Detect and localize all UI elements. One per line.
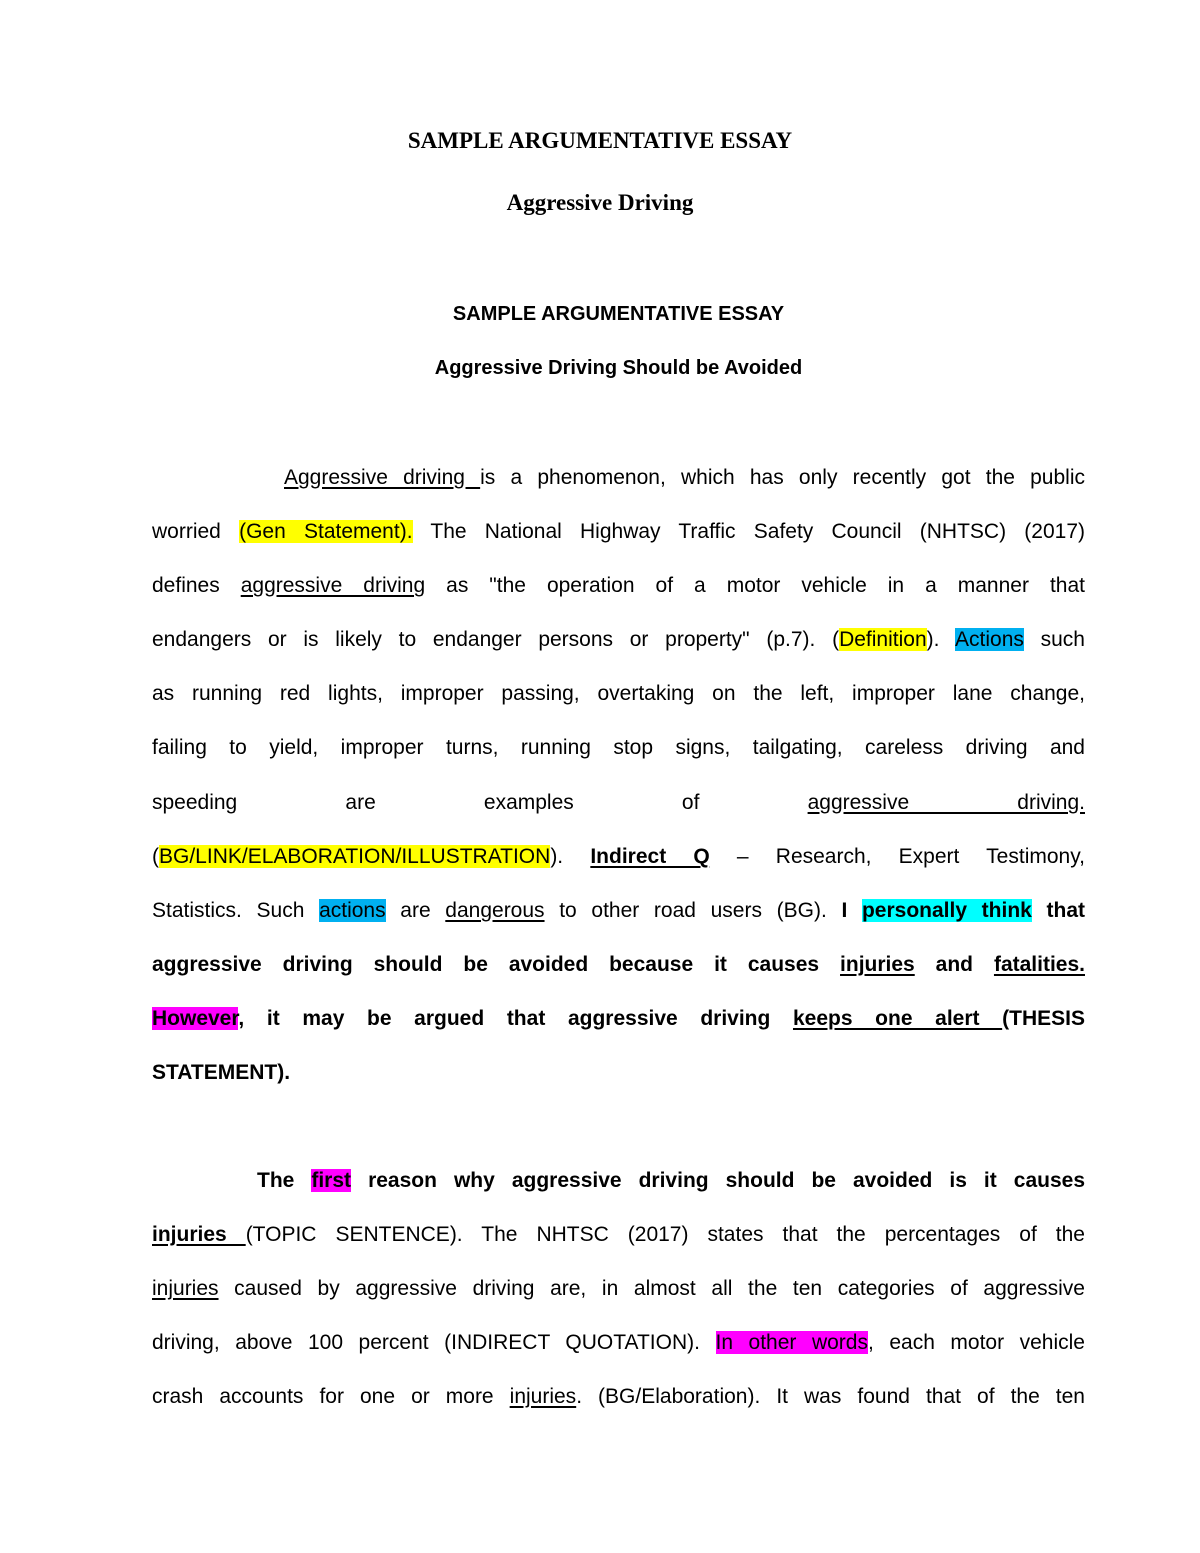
text-span: speeding are examples of bbox=[152, 791, 808, 814]
serif-subtitle: Aggressive Driving bbox=[506, 190, 694, 215]
p1-line-2 bbox=[152, 517, 1085, 547]
text-span: as "the operation of a motor vehicle in a manner that bbox=[425, 574, 1085, 597]
underlined-dangerous: dangerous bbox=[445, 899, 545, 922]
highlight-in-other-words: In other words bbox=[715, 1331, 868, 1354]
text-span: ( bbox=[152, 845, 159, 868]
text-span: The National Highway Traffic Safety Council (NHTSC) (2017) bbox=[412, 520, 1085, 543]
p1-line-1 bbox=[284, 463, 1085, 493]
underlined-injuries: injuries bbox=[840, 953, 915, 976]
text-span: that bbox=[1031, 899, 1086, 922]
underlined-aggressive-driving: aggressive driving. bbox=[807, 791, 1085, 814]
text-span: aggressive driving should be avoided because it causes bbox=[152, 953, 841, 976]
p1-line-9 bbox=[152, 896, 1085, 926]
underlined-injuries: injuries bbox=[152, 1277, 219, 1300]
text-span: Statistics. Such bbox=[152, 899, 320, 922]
text-span: driving, above 100 percent (INDIRECT QUOTATION). bbox=[152, 1331, 716, 1354]
p1-line-10 bbox=[152, 950, 1085, 980]
underlined-keeps-one-alert: keeps one alert bbox=[792, 1007, 1003, 1030]
p2-line-3 bbox=[152, 1274, 1085, 1304]
text-span: ). bbox=[550, 845, 591, 868]
underlined-aggressive-driving: aggressive driving bbox=[240, 574, 426, 597]
text-span: caused by aggressive driving are, in almost all the ten categories of aggressive bbox=[218, 1277, 1085, 1300]
text-span: I bbox=[841, 899, 862, 922]
underlined-injuries: injuries bbox=[152, 1223, 246, 1246]
text-span: as running red lights, improper passing, overtaking on the left, improper lane change, bbox=[152, 682, 1085, 705]
text-span: to other road users (BG). bbox=[544, 899, 842, 922]
essay-title: SAMPLE ARGUMENTATIVE ESSAY bbox=[452, 303, 785, 325]
text-span: crash accounts for one or more bbox=[152, 1385, 510, 1408]
text-span: The bbox=[257, 1169, 312, 1192]
text-span: STATEMENT). bbox=[152, 1061, 291, 1084]
essay-subtitle: Aggressive Driving Should be Avoided bbox=[434, 357, 803, 379]
text-span: endangers or is likely to endanger persons or property" (p.7). ( bbox=[152, 628, 840, 651]
p2-line-2 bbox=[152, 1220, 1085, 1250]
text-span: defines bbox=[152, 574, 241, 597]
text-span: Aggressive driving bbox=[284, 466, 481, 489]
p2-line-4 bbox=[152, 1328, 1085, 1358]
text-span: reason why aggressive driving should be avoided is it causes bbox=[351, 1169, 1085, 1192]
text-span: . (BG/Elaboration). It was found that of the ten bbox=[576, 1385, 1085, 1408]
highlight-personally-think: personally think bbox=[861, 899, 1032, 922]
text-span: is a phenomenon, which has only recently got the public bbox=[480, 466, 1086, 489]
text-span: , each motor vehicle bbox=[867, 1331, 1085, 1354]
serif-title: SAMPLE ARGUMENTATIVE ESSAY bbox=[407, 128, 793, 153]
highlight-first: first bbox=[311, 1169, 352, 1192]
p1-line-6 bbox=[152, 733, 1085, 763]
highlight-actions: actions bbox=[319, 899, 386, 922]
p2-line-5 bbox=[152, 1382, 1085, 1412]
highlight-gen-statement: (Gen Statement). bbox=[239, 520, 413, 543]
highlight-bg-link: BG/LINK/ELABORATION/ILLUSTRATION bbox=[159, 845, 551, 868]
highlight-however: However bbox=[152, 1007, 239, 1030]
p1-line-3 bbox=[152, 571, 1085, 601]
highlight-definition: Definition bbox=[839, 628, 927, 651]
text-span: such bbox=[1023, 628, 1085, 651]
p1-line-4 bbox=[152, 625, 1085, 655]
text-span: (TOPIC SENTENCE). The NHTSC (2017) states that the percentages of the bbox=[245, 1223, 1085, 1246]
text-span: worried bbox=[152, 520, 240, 543]
p1-line-12 bbox=[152, 1058, 1085, 1088]
highlight-actions: Actions bbox=[955, 628, 1024, 651]
indirect-q-label: Indirect Q bbox=[590, 845, 710, 868]
text-span: failing to yield, improper turns, running stop signs, tailgating, careless driving and bbox=[152, 736, 1085, 759]
text-span: , it may be argued that aggressive driving bbox=[238, 1007, 793, 1030]
p1-line-5 bbox=[152, 679, 1085, 709]
text-span: (THESIS bbox=[1002, 1007, 1085, 1030]
text-span: ). bbox=[926, 628, 956, 651]
text-span: – Research, Expert Testimony, bbox=[709, 845, 1085, 868]
p1-line-7 bbox=[152, 788, 1085, 818]
p1-line-11 bbox=[152, 1004, 1085, 1034]
text-span: and bbox=[914, 953, 994, 976]
text-span: are bbox=[385, 899, 446, 922]
p1-line-8 bbox=[152, 842, 1085, 872]
p2-line-1 bbox=[257, 1166, 1085, 1196]
underlined-injuries: injuries bbox=[509, 1385, 577, 1408]
underlined-fatalities: fatalities. bbox=[993, 953, 1085, 976]
